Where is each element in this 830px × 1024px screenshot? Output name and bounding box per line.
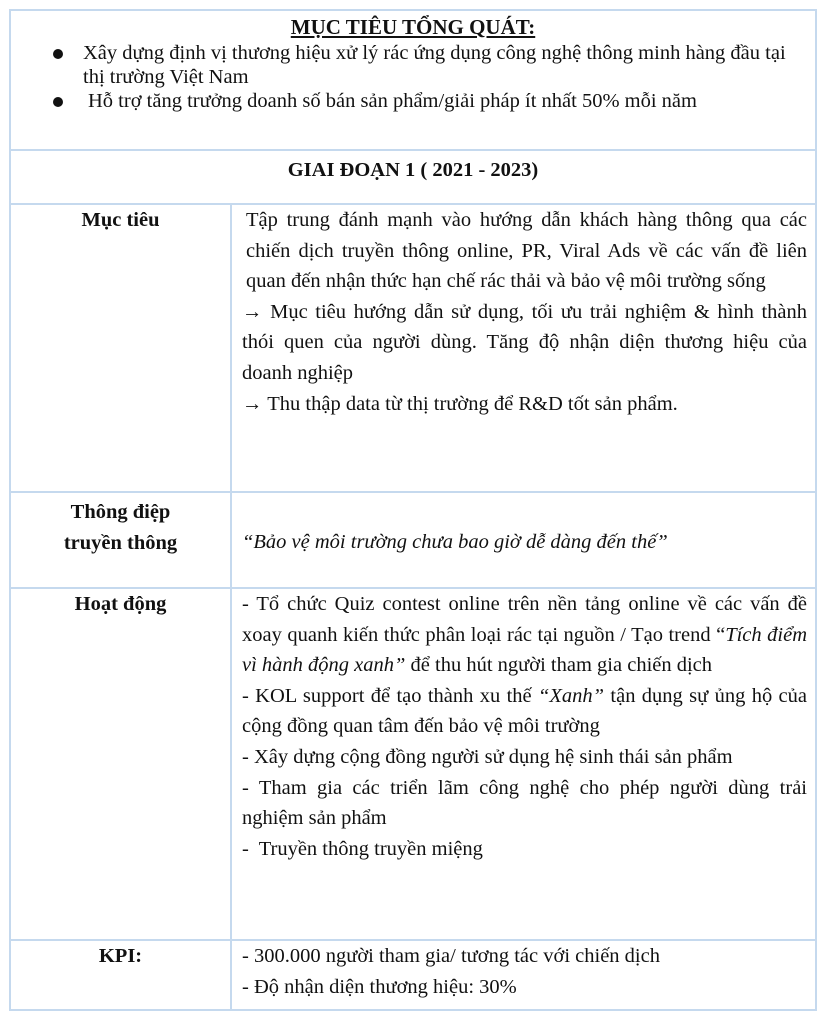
activity-text: tận dụng sự ủng hộ của cộng đồng quan tâm đến bảo vệ môi trường <box>242 684 807 738</box>
strategy-table <box>9 9 817 1011</box>
objective-value <box>232 205 815 491</box>
phase-title: GIAI ĐOẠN 1 ( 2021 - 2023) <box>287 159 539 181</box>
activity-italic-text: “Xanh” <box>537 684 605 707</box>
activity-item <box>242 681 807 742</box>
objective-paragraph: → Mục tiêu hướng dẫn sử dụng, tối ưu trải nghiệm & hình thành thói quen của người dùng. Tăng độ nhận diện thương hiệu của doanh nghiệp <box>242 300 807 384</box>
kpi-item: - Độ nhận diện thương hiệu: 30% <box>242 975 517 998</box>
activity-item: - Tham gia các triển lãm công nghệ cho phép người dùng trải nghiệm sản phẩm <box>242 776 807 830</box>
kpi-label: KPI: <box>11 941 232 1009</box>
bullet-icon <box>53 49 63 59</box>
objective-row <box>11 205 815 493</box>
activity-text: để thu hút người tham gia chiến dịch <box>405 654 713 677</box>
general-goal-item-text: Xây dựng định vị thương hiệu xử lý rác ứng dụng công nghệ thông minh hàng đầu tại thị trường Việt Nam <box>83 42 786 88</box>
activities-value <box>232 589 815 939</box>
activity-text: - Tổ chức Quiz contest online trên nền tảng online về các vấn đề xoay quanh kiến thức phân loại rác tại nguồn / Tạo trend “ <box>242 593 807 646</box>
message-row <box>11 493 815 589</box>
message-label-line: Thông điệp <box>70 501 171 523</box>
objective-paragraph: → Thu thập data từ thị trường để R&D tốt sản phẩm. <box>242 392 678 415</box>
general-goal-item <box>11 89 815 113</box>
phase-header-row <box>11 151 815 205</box>
message-value: “Bảo vệ môi trường chưa bao giờ dễ dàng đến thế” <box>242 531 668 553</box>
objective-paragraph: Tập trung đánh mạnh vào hướng dẫn khách hàng thông qua các chiến dịch truyền thông online, PR, Viral Ads về các vấn đề liên quan đến nhận thức hạn chế rác thải và bảo vệ môi trường sống <box>246 209 807 293</box>
message-label-line: truyền thông <box>63 532 178 554</box>
activity-text: - KOL support để tạo thành xu thế <box>242 684 538 707</box>
general-goal-item <box>11 41 815 89</box>
kpi-value <box>232 941 815 1009</box>
activities-row <box>11 589 815 941</box>
general-goal-item-text: Hỗ trợ tăng trưởng doanh số bán sản phẩm/giải pháp ít nhất 50% mỗi năm <box>88 90 697 112</box>
message-label <box>11 493 232 587</box>
activities-label: Hoạt động <box>11 589 232 939</box>
objective-label: Mục tiêu <box>11 205 232 491</box>
kpi-item: - 300.000 người tham gia/ tương tác với chiến dịch <box>242 945 660 967</box>
activity-item: - Xây dựng cộng đồng người sử dụng hệ sinh thái sản phẩm <box>242 745 733 768</box>
kpi-row <box>11 941 815 1009</box>
general-goal-list <box>11 41 815 113</box>
general-goal-title: MỤC TIÊU TỔNG QUÁT: <box>290 15 536 39</box>
activity-italic-text: Tích điểm vì hành động xanh” <box>242 623 808 677</box>
general-goal-section <box>11 11 815 151</box>
activity-item: - Truyền thông truyền miệng <box>242 837 483 860</box>
activity-item <box>242 589 807 681</box>
bullet-icon <box>53 97 63 107</box>
